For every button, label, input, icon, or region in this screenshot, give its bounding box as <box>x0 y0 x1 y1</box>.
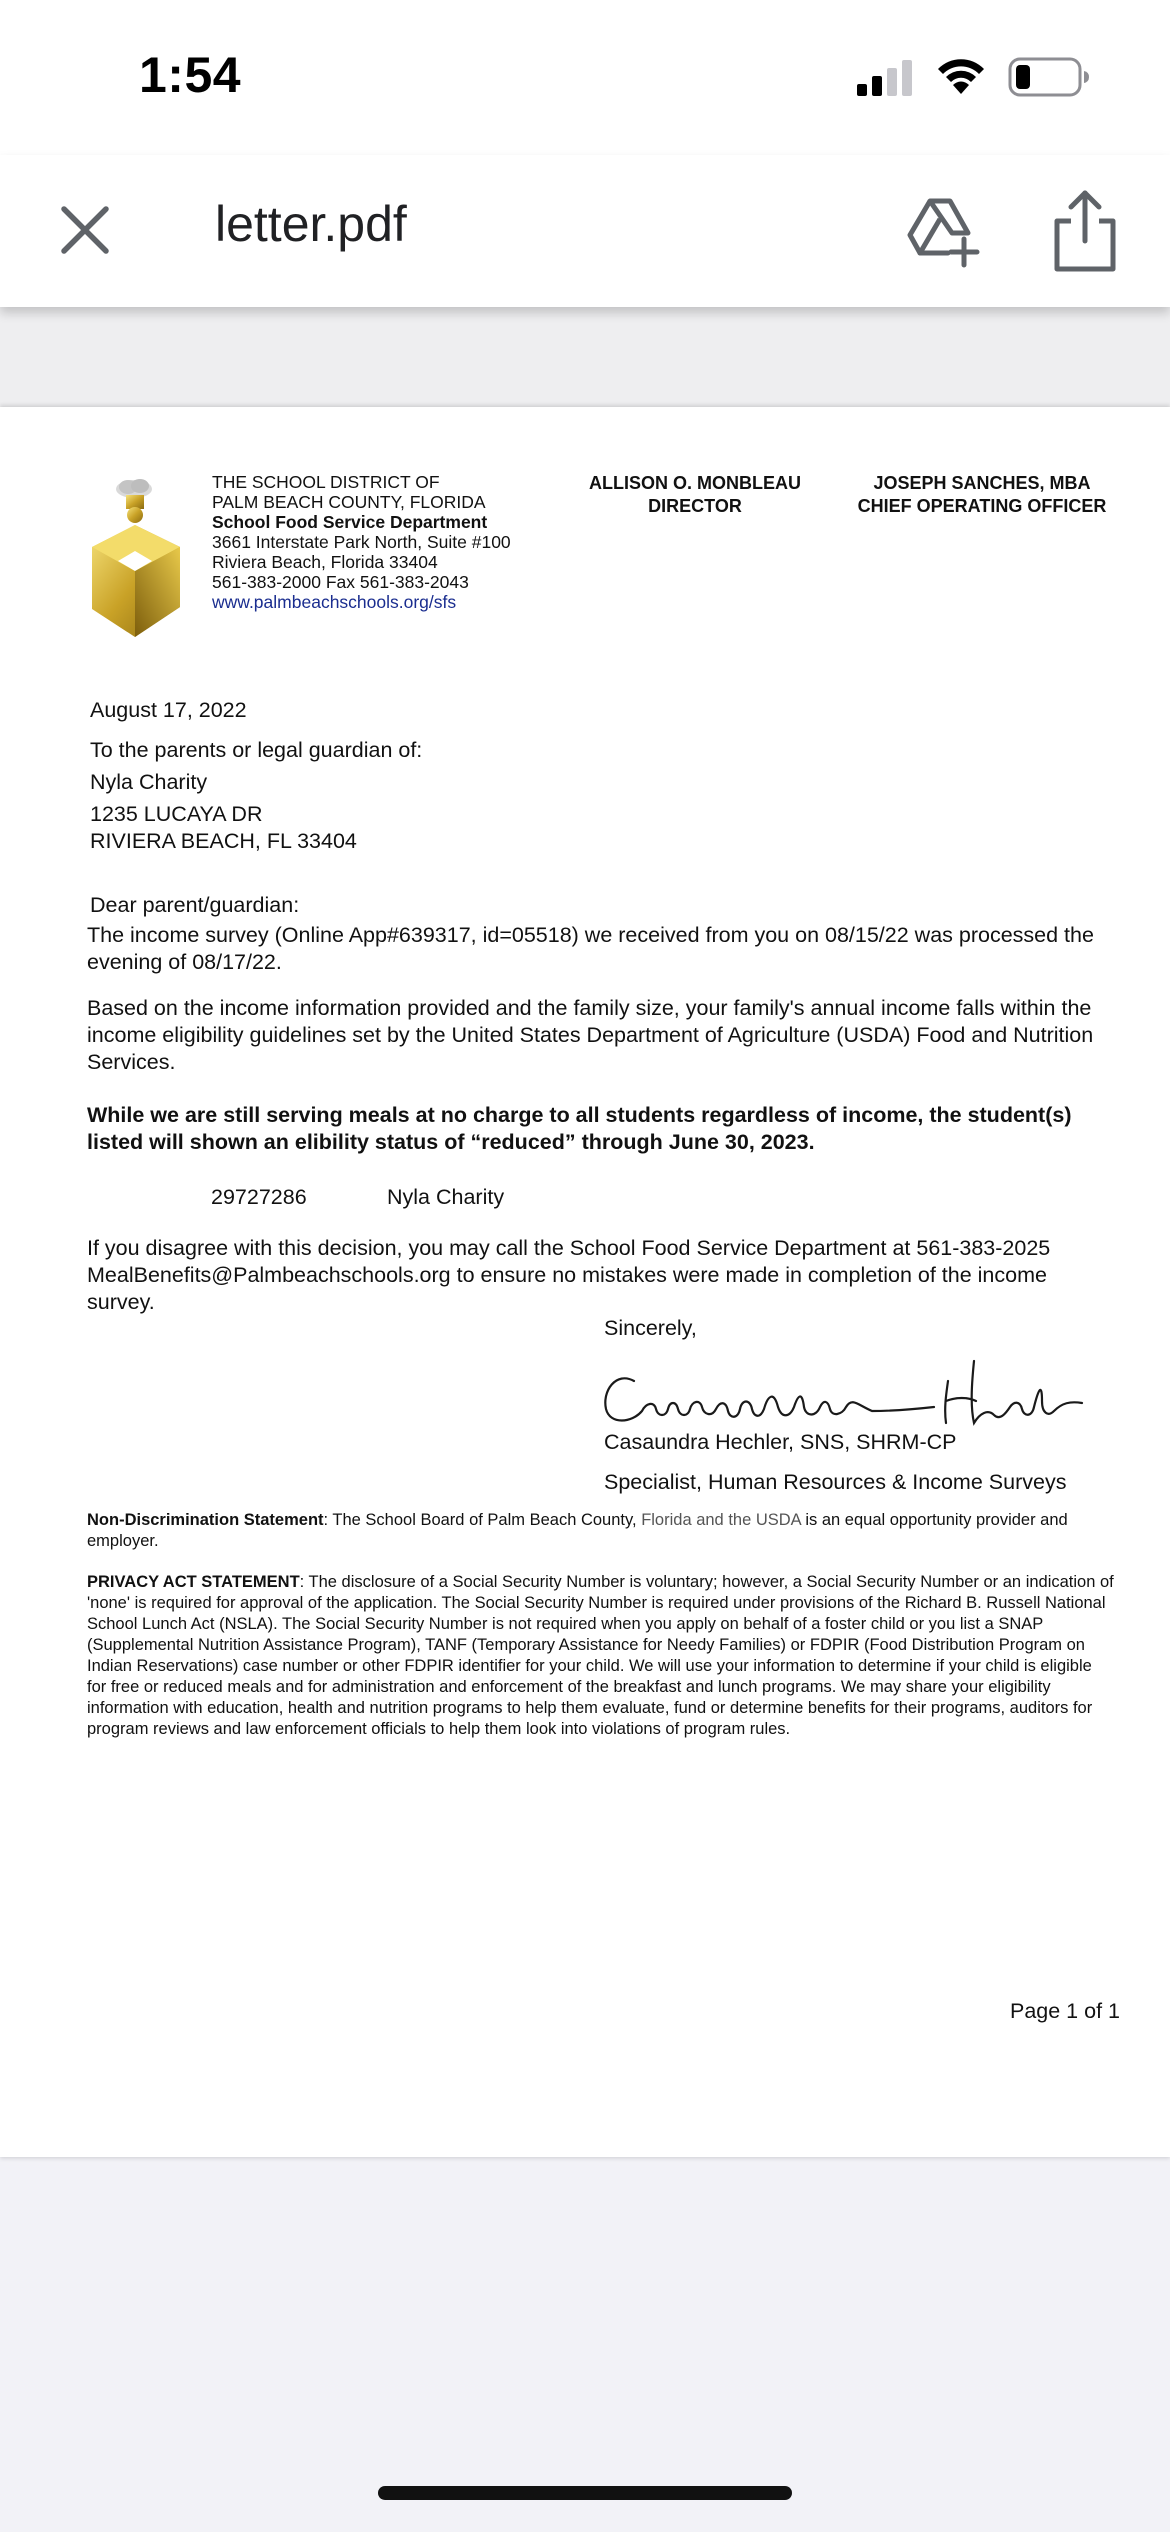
share-icon[interactable] <box>1045 187 1125 273</box>
phone-fax: 561-383-2000 Fax 561-383-2043 <box>212 572 469 592</box>
student-name: Nyla Charity <box>387 1185 505 1209</box>
school-district-logo <box>88 477 200 649</box>
letter-date: August 17, 2022 <box>90 698 247 722</box>
cellular-signal-icon <box>855 60 915 96</box>
status-time: 1:54 <box>139 47 242 103</box>
recipient-address-line1: 1235 LUCAYA DR <box>90 802 263 826</box>
director-title: DIRECTOR <box>648 496 742 516</box>
nondiscrimination-statement <box>87 1510 1115 1552</box>
file-title: letter.pdf <box>215 196 407 252</box>
paragraph-eligibility: Based on the income information provided and the family size, your family's annual income falls within the income eligibility guidelines set by the United States Department of Agriculture (USDA) Food and Nutrition Services. <box>87 996 1094 1074</box>
address-line2: Riviera Beach, Florida 33404 <box>212 552 438 572</box>
home-indicator[interactable] <box>378 2486 792 2500</box>
closing: Sincerely, <box>604 1316 697 1340</box>
paragraph-status: While we are still serving meals at no charge to all students regardless of income, the student(s) listed will shown an elibility status of “reduced” through June 30, 2023. <box>87 1103 1072 1154</box>
nondiscrimination-text-c: is an equal opportunity provider and employer. <box>87 1511 1068 1550</box>
director-name: ALLISON O. MONBLEAU <box>589 473 801 493</box>
recipient-name: Nyla Charity <box>90 770 208 794</box>
student-id: 29727286 <box>211 1185 307 1209</box>
coo-name: JOSEPH SANCHES, MBA <box>873 473 1091 493</box>
signer-name: Casaundra Hechler, SNS, SHRM-CP <box>604 1430 957 1454</box>
nondiscrimination-text-a: : The School Board of Palm Beach County, <box>323 1511 642 1529</box>
status-bar <box>0 0 1170 155</box>
recipient-intro: To the parents or legal guardian of: <box>90 738 423 762</box>
close-icon[interactable] <box>50 195 120 265</box>
pdf-page[interactable] <box>0 407 1170 2157</box>
app-bar <box>0 155 1170 307</box>
privacy-act-statement <box>87 1572 1115 1740</box>
director-block <box>578 472 812 518</box>
department-name: School Food Service Department <box>212 512 488 532</box>
paragraph-processed: The income survey (Online App#639317, id=05518) we received from you on 08/15/22 was processed the evening of 08/17/22. <box>87 923 1094 974</box>
district-name-line2: PALM BEACH COUNTY, FLORIDA <box>212 492 486 512</box>
paragraph-dispute: If you disagree with this decision, you may call the School Food Service Department at 561-383-2025 MealBenefits@Palmbeachschools.org to ensure no mistakes were made in completion of the income survey. <box>87 1236 1051 1314</box>
add-to-drive-icon[interactable] <box>902 191 982 271</box>
coo-title: CHIEF OPERATING OFFICER <box>857 496 1107 516</box>
privacy-label: PRIVACY ACT STATEMENT <box>87 1573 300 1591</box>
page-number: Page 1 of 1 <box>1010 1999 1120 2023</box>
nondiscrimination-label: Non-Discrimination Statement <box>87 1511 324 1529</box>
handwritten-signature <box>596 1351 1086 1439</box>
coo-block <box>848 472 1116 518</box>
signer-title: Specialist, Human Resources & Income Surveys <box>604 1470 1067 1494</box>
battery-icon <box>1008 57 1090 97</box>
privacy-text: : The disclosure of a Social Security Number is voluntary; however, a Social Security Number or an indication of 'none' is required for approval of the application. The Social Security Number is required under provisions of the Richard B. Russell National School Lunch Act (NSLA). The Social Security Number is not required when you apply on behalf of a foster child or you list a SNAP (Supplemental Nutrition Assistance Program), TANF (Temporary Assistance for Needy Families) or FDPIR (Food Distribution Program on Indian Reservations) case number or other FDPIR identifier for your child. We will use your information to determine if your child is eligible for free or reduced meals and for administration and enforcement of the breakfast and lunch programs. We may share your eligibility information with education, health and nutrition programs to help them evaluate, fund or determine benefits for their programs, auditors for program reviews and law enforcement officials to help them look into violations of program rules. <box>87 1573 1114 1738</box>
wifi-icon <box>935 56 987 96</box>
address-line1: 3661 Interstate Park North, Suite #100 <box>212 532 511 552</box>
district-name-line1: THE SCHOOL DISTRICT OF <box>212 472 440 492</box>
district-address-block <box>212 472 511 612</box>
website-link[interactable]: www.palmbeachschools.org/sfs <box>212 592 457 612</box>
viewer-background <box>0 307 1170 407</box>
recipient-address-line2: RIVIERA BEACH, FL 33404 <box>90 829 357 853</box>
nondiscrimination-text-b: Florida and the USDA <box>641 1511 801 1529</box>
greeting: Dear parent/guardian: <box>90 893 300 917</box>
